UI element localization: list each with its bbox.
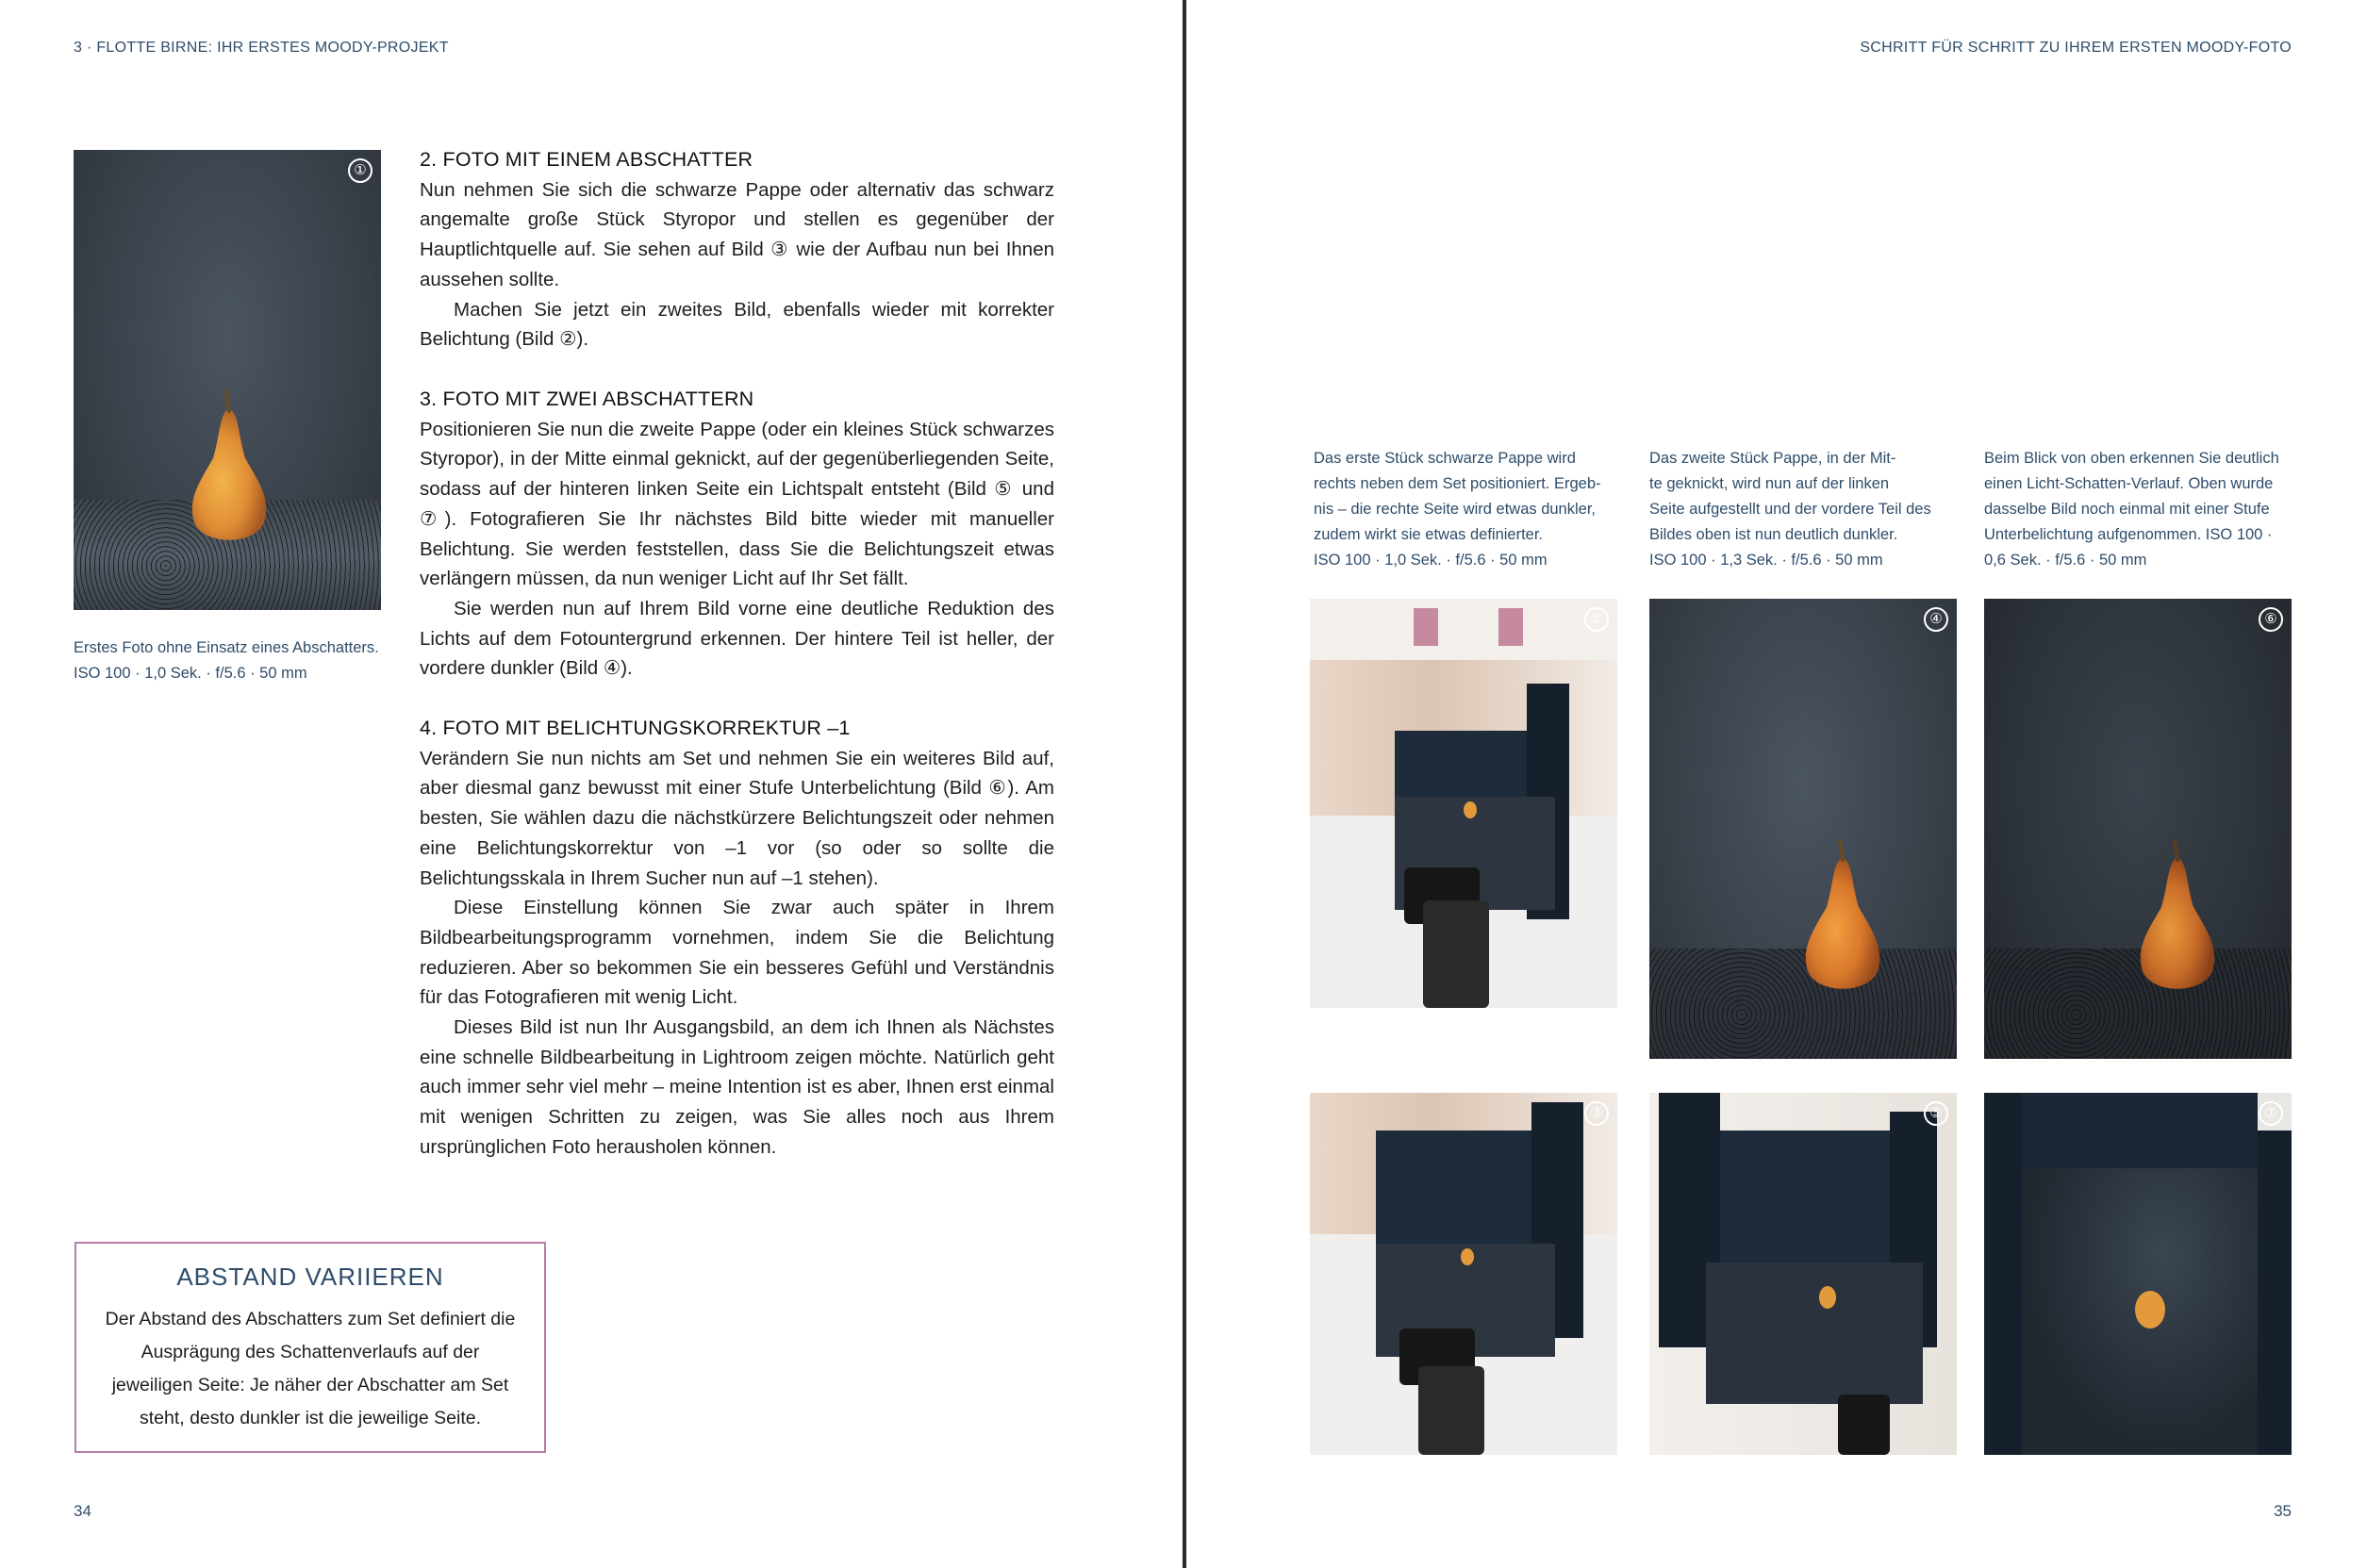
photo-number-badge: ③ [1584, 1101, 1609, 1126]
photo-3-setup [1310, 1093, 1617, 1455]
paragraph: Dieses Bild ist nun Ihr Ausgangsbild, an dem ich Ihnen als Nächstes eine schnelle Bildbearbeitung in Lightroom zeigen möchte. Natürlich geht auch immer sehr viel mehr – meine Intention ist es aber, Ihnen erst einmal mit wenigen Schritten zu zeigen, was Sie alles noch aus Ihrem ursprünglichen Foto herausholen können. [420, 1016, 1054, 1158]
photo-6-pear-underexposed [1984, 599, 2292, 1059]
caption-column-1: Das erste Stück schwarze Pappe wird rechts neben dem Set positioniert. Ergeb- nis – die rechte Seite wird etwas dunkler, zudem wirkt sie etwas definierter. ISO 100 · 1,0 Sek. · f/5.6 · 50 mm [1314, 450, 1601, 569]
photo-2-setup-one-board [1310, 599, 1617, 1008]
paragraph: Positionieren Sie nun die zweite Pappe (oder ein kleines Stück schwarzes Styropor), in der Mitte einmal geknickt, auf der gegenüberliegenden Seite, sodass auf der hinteren linken Seite ein Lichtspalt entsteht (Bild ⑤ und ⑦). Fotografieren Sie Ihr nächstes Bild bitte wieder mit manueller Belichtung. Sie werden feststellen, dass Sie die Belichtungszeit etwas verlängern müssen, da nun weniger Licht auf Ihr Set fällt. [420, 418, 1054, 590]
photo-number-badge: ⑦ [2259, 1101, 2283, 1126]
paragraph: Sie werden nun auf Ihrem Bild vorne eine deutliche Reduktion des Lichts auf dem Fotountergrund erkennen. Der hintere Teil ist heller, der vordere dunkler (Bild ④). [420, 597, 1054, 680]
info-box-body: Der Abstand des Abschatters zum Set definiert die Ausprägung des Schattenverlaufs auf der jeweiligen Seite: Je näher der Abschatter am Set steht, desto dunkler ist die jeweilige Seite. [105, 1309, 516, 1428]
info-box-title: ABSTAND VARIIEREN [176, 1263, 444, 1291]
photo-4-pear [1649, 599, 1957, 1059]
info-box [74, 1242, 546, 1453]
section-heading: 3. FOTO MIT ZWEI ABSCHATTERN [420, 388, 754, 410]
paragraph: Verändern Sie nun nichts am Set und nehmen Sie ein weiteres Bild auf, aber diesmal ganz bewusst mit einer Stufe Unterbelichtung (Bild ⑥). Am besten, Sie wählen dazu die nächstkürzere Belichtungszeit oder nehmen eine Belichtungskorrektur von –1 vor (so oder so sollte die Belichtungsskala in Ihrem Sucher nun auf –1 stehen). [420, 747, 1054, 889]
page-number-left: 34 [74, 1502, 91, 1520]
paragraph: Diese Einstellung können Sie zwar auch später in Ihrem Bildbearbeitungsprogramm vornehmen, indem Sie die Belichtung reduzieren. Aber so bekommen Sie ein besseres Gefühl und Verständnis für das Fotografieren mit wenig Licht. [420, 897, 1054, 1009]
paragraph: Machen Sie jetzt ein zweites Bild, ebenfalls wieder mit korrekter Belichtung (Bild ②). [420, 298, 1054, 351]
section-3 [420, 385, 1054, 684]
photo-number-badge: ② [1584, 607, 1609, 632]
photo-1-pear [74, 150, 381, 610]
caption-column-3: Beim Blick von oben erkennen Sie deutlich einen Licht-Schatten-Verlauf. Oben wurde dasselbe Bild noch einmal mit einer Stufe Unterbelichtung aufgenommen. ISO 100 · 0,6 Sek. · f/5.6 · 50 mm [1984, 450, 2279, 569]
paragraph: Nun nehmen Sie sich die schwarze Pappe oder alternativ das schwarz angemalte große Stück Styropor und stellen es gegenüber der Hauptlichtquelle auf. Sie sehen auf Bild ③ wie der Aufbau nun bei Ihnen aussehen sollte. [420, 178, 1054, 290]
section-4 [420, 714, 1054, 1163]
caption-column-2: Das zweite Stück Pappe, in der Mit- te geknickt, wird nun auf der linken Seite aufgestellt und der vordere Teil des Bildes oben ist nun deutlich dunkler. ISO 100 · 1,3 Sek. · f/5.6 · 50 mm [1649, 450, 1931, 569]
photo-5-setup-two-boards [1649, 1093, 1957, 1455]
photo-number-badge: ① [348, 158, 372, 183]
running-head-left: 3 · FLOTTE BIRNE: IHR ERSTES MOODY-PROJEKT [74, 40, 449, 56]
photo-1-caption: Erstes Foto ohne Einsatz eines Abschatters. ISO 100 · 1,0 Sek. · f/5.6 · 50 mm [74, 639, 379, 682]
photo-number-badge: ④ [1924, 607, 1948, 632]
section-heading: 2. FOTO MIT EINEM ABSCHATTER [420, 148, 753, 171]
page-number-right: 35 [2274, 1502, 2292, 1520]
section-heading: 4. FOTO MIT BELICHTUNGSKORREKTUR –1 [420, 717, 851, 739]
book-gutter [1183, 0, 1186, 1568]
section-2 [420, 145, 1054, 355]
running-head-right: SCHRITT FÜR SCHRITT ZU IHREM ERSTEN MOODY-FOTO [1860, 40, 2292, 56]
photo-7-top-view [1984, 1093, 2292, 1455]
photo-number-badge: ⑤ [1924, 1101, 1948, 1126]
photo-number-badge: ⑥ [2259, 607, 2283, 632]
